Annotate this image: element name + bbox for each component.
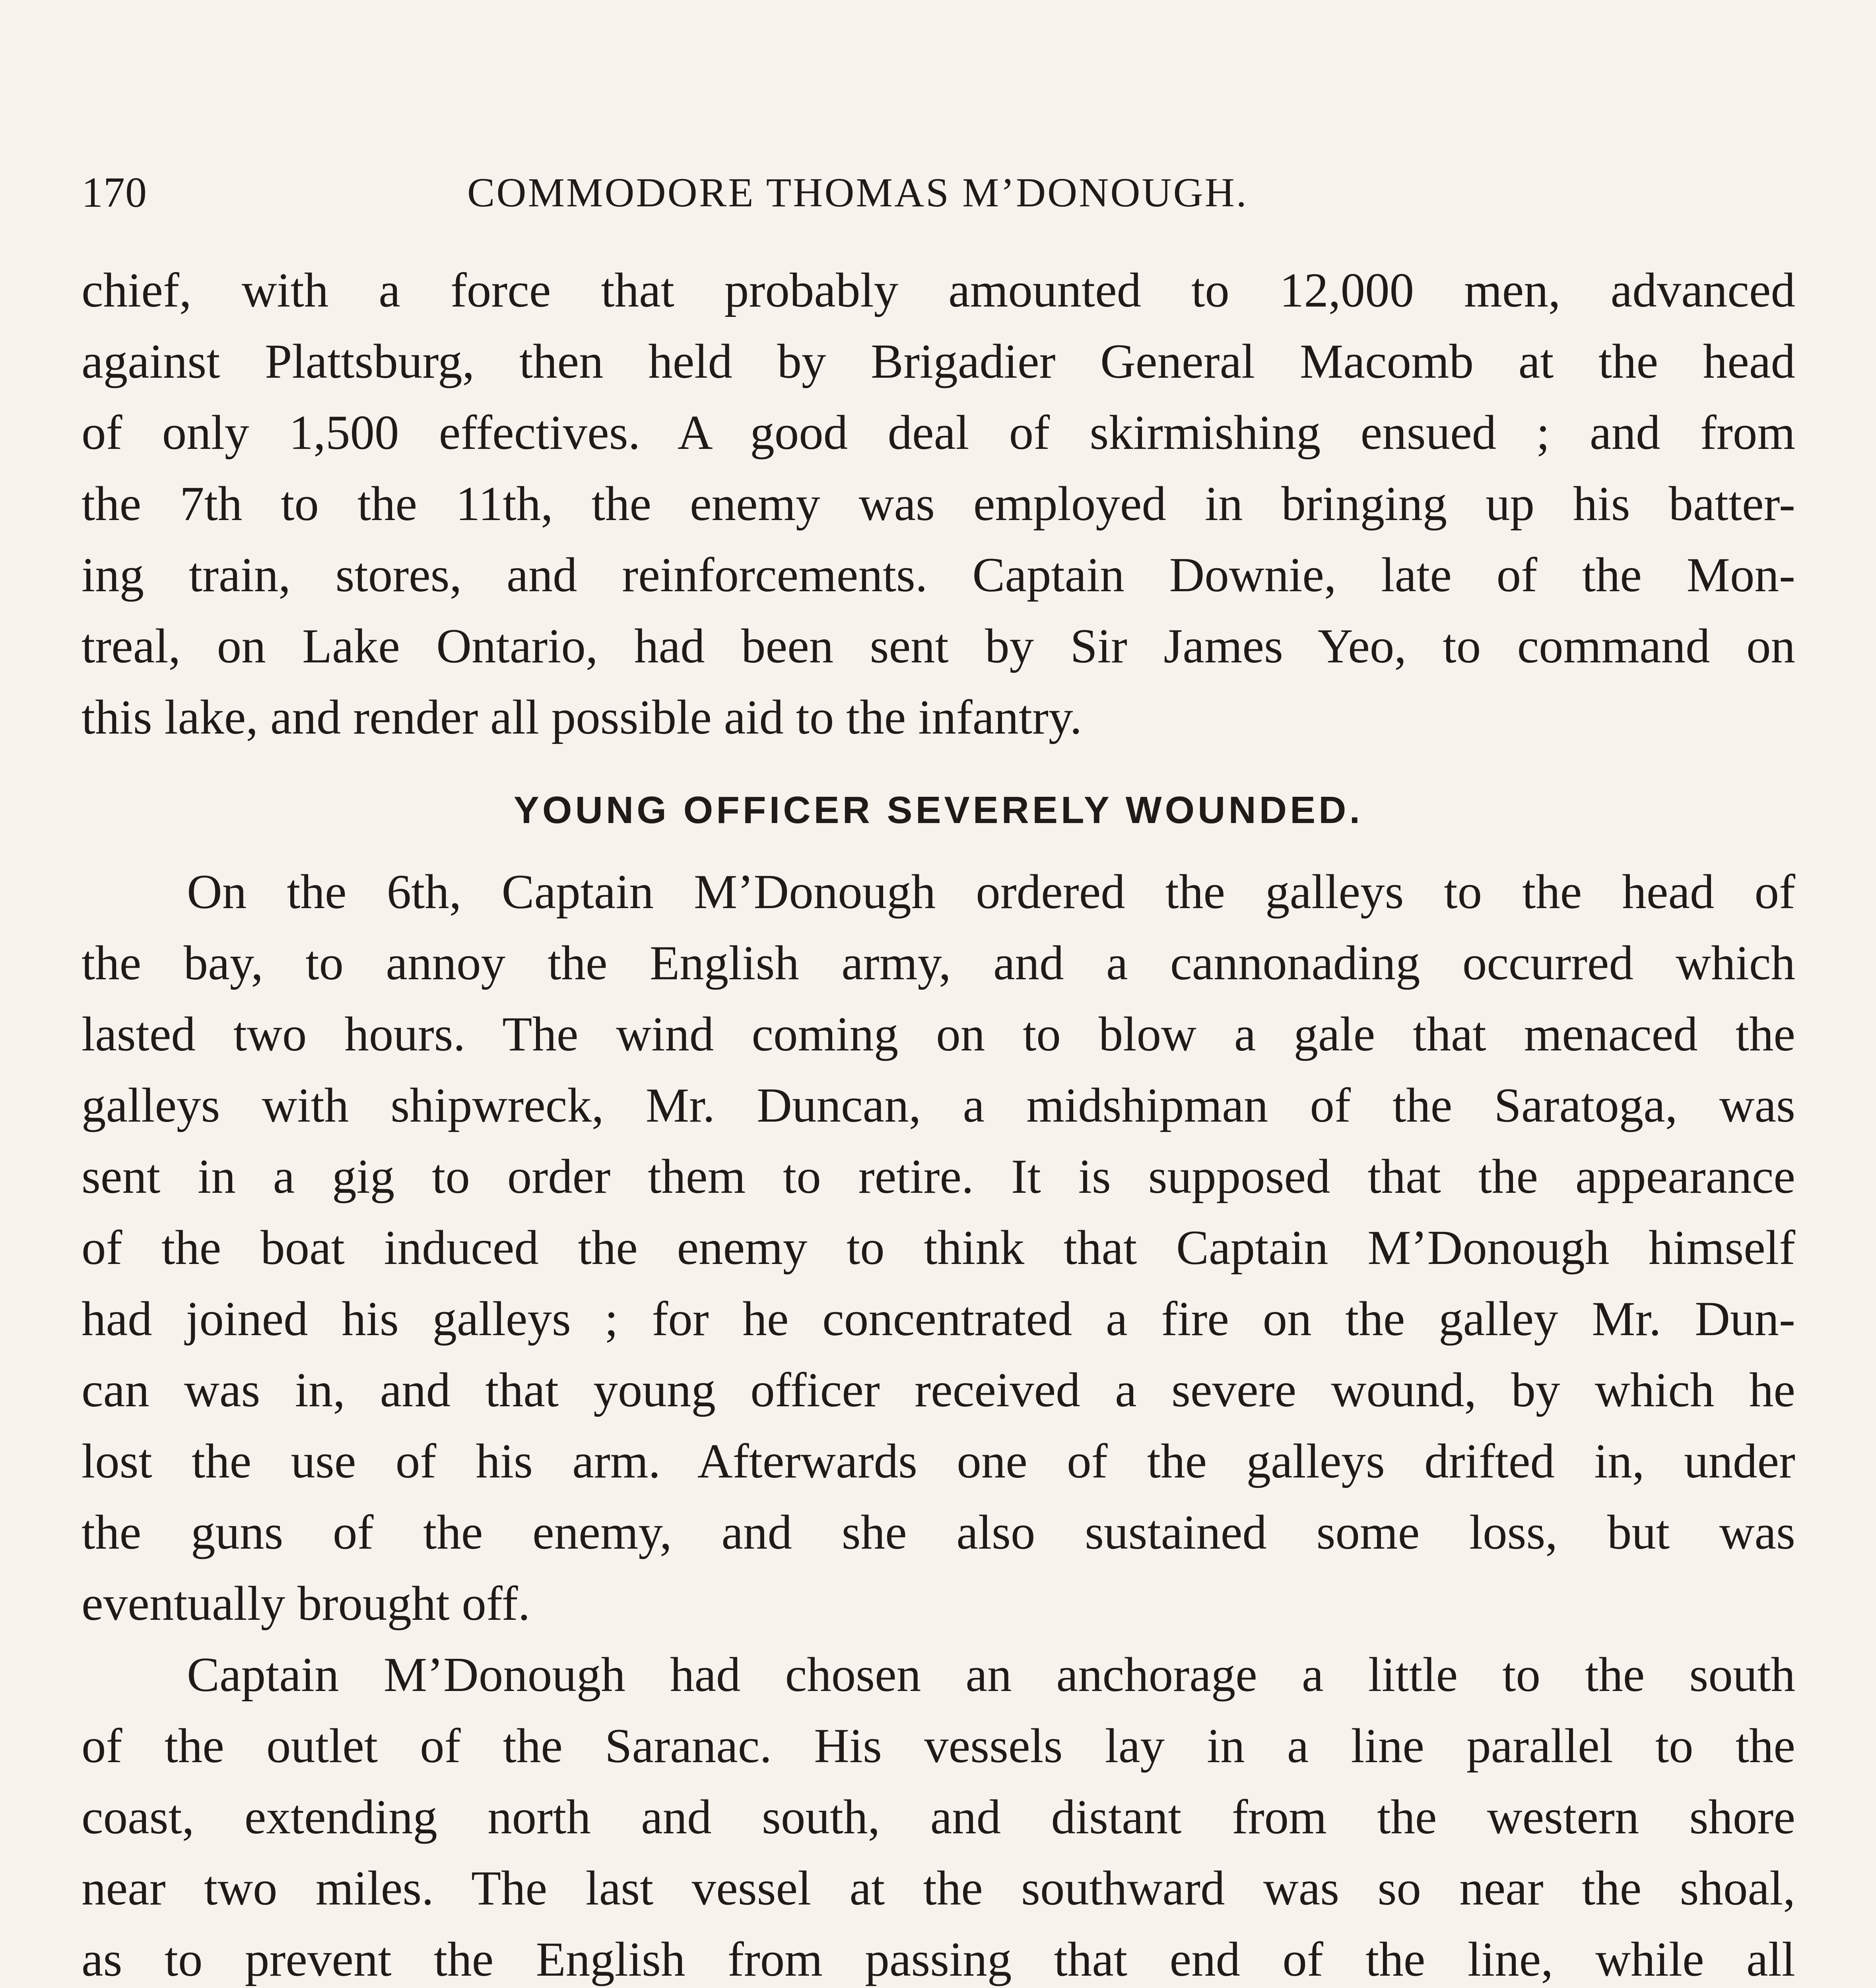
running-head bbox=[82, 159, 1795, 227]
text-line: against Plattsburg, then held by Brigadier General Macomb at the head bbox=[82, 334, 1795, 388]
text-line: eventually brought off. bbox=[82, 1576, 530, 1631]
text-line: treal, on Lake Ontario, had been sent by Sir James Yeo, to command on bbox=[82, 619, 1795, 673]
text-line: sent in a gig to order them to retire. It is supposed that the appearance bbox=[82, 1149, 1795, 1204]
text-line: of only 1,500 effectives. A good deal of skirmishing ensued ; and from bbox=[82, 405, 1795, 460]
paragraph-1 bbox=[82, 254, 1795, 753]
text-line: Captain M’Donough had chosen an anchorage a little to the south bbox=[187, 1647, 1795, 1702]
text-line: lost the use of his arm. Afterwards one of the galleys drifted in, under bbox=[82, 1434, 1795, 1488]
text-line: as to prevent the English from passing that end of the line, while all bbox=[82, 1932, 1795, 1986]
text-line: chief, with a force that probably amounted to 12,000 men, advanced bbox=[82, 263, 1795, 317]
paragraph-2 bbox=[82, 856, 1795, 1639]
paragraph-3 bbox=[82, 1639, 1795, 1988]
text-line: this lake, and render all possible aid to the infantry. bbox=[82, 690, 1082, 744]
text-line: the bay, to annoy the English army, and a cannonading occurred which bbox=[82, 936, 1795, 990]
text-line: On the 6th, Captain M’Donough ordered the galleys to the head of bbox=[187, 864, 1795, 919]
page-number: 170 bbox=[82, 169, 147, 216]
text-line: the guns of the enemy, and she also sustained some loss, but was bbox=[82, 1505, 1795, 1559]
text-line: near two miles. The last vessel at the southward was so near the shoal, bbox=[82, 1861, 1795, 1915]
text-line: of the boat induced the enemy to think that Captain M’Donough himself bbox=[82, 1220, 1795, 1275]
text-line: the 7th to the 11th, the enemy was employed in bringing up his batter- bbox=[82, 476, 1795, 531]
text-line: of the outlet of the Saranac. His vessels lay in a line parallel to the bbox=[82, 1718, 1795, 1773]
text-line: coast, extending north and south, and distant from the western shore bbox=[82, 1790, 1795, 1844]
text-line: ing train, stores, and reinforcements. Captain Downie, late of the Mon- bbox=[82, 547, 1795, 602]
text-line: had joined his galleys ; for he concentrated a fire on the galley Mr. Dun- bbox=[82, 1291, 1795, 1346]
text-line: galleys with shipwreck, Mr. Duncan, a midshipman of the Saratoga, was bbox=[82, 1078, 1795, 1132]
text-line: can was in, and that young officer received a severe wound, by which he bbox=[82, 1363, 1795, 1417]
text-line: lasted two hours. The wind coming on to blow a gale that menaced the bbox=[82, 1007, 1795, 1061]
running-title: COMMODORE THOMAS M’DONOUGH. bbox=[467, 170, 1248, 215]
section-heading: YOUNG OFFICER SEVERELY WOUNDED. bbox=[513, 789, 1363, 831]
body-text bbox=[82, 254, 1795, 1988]
